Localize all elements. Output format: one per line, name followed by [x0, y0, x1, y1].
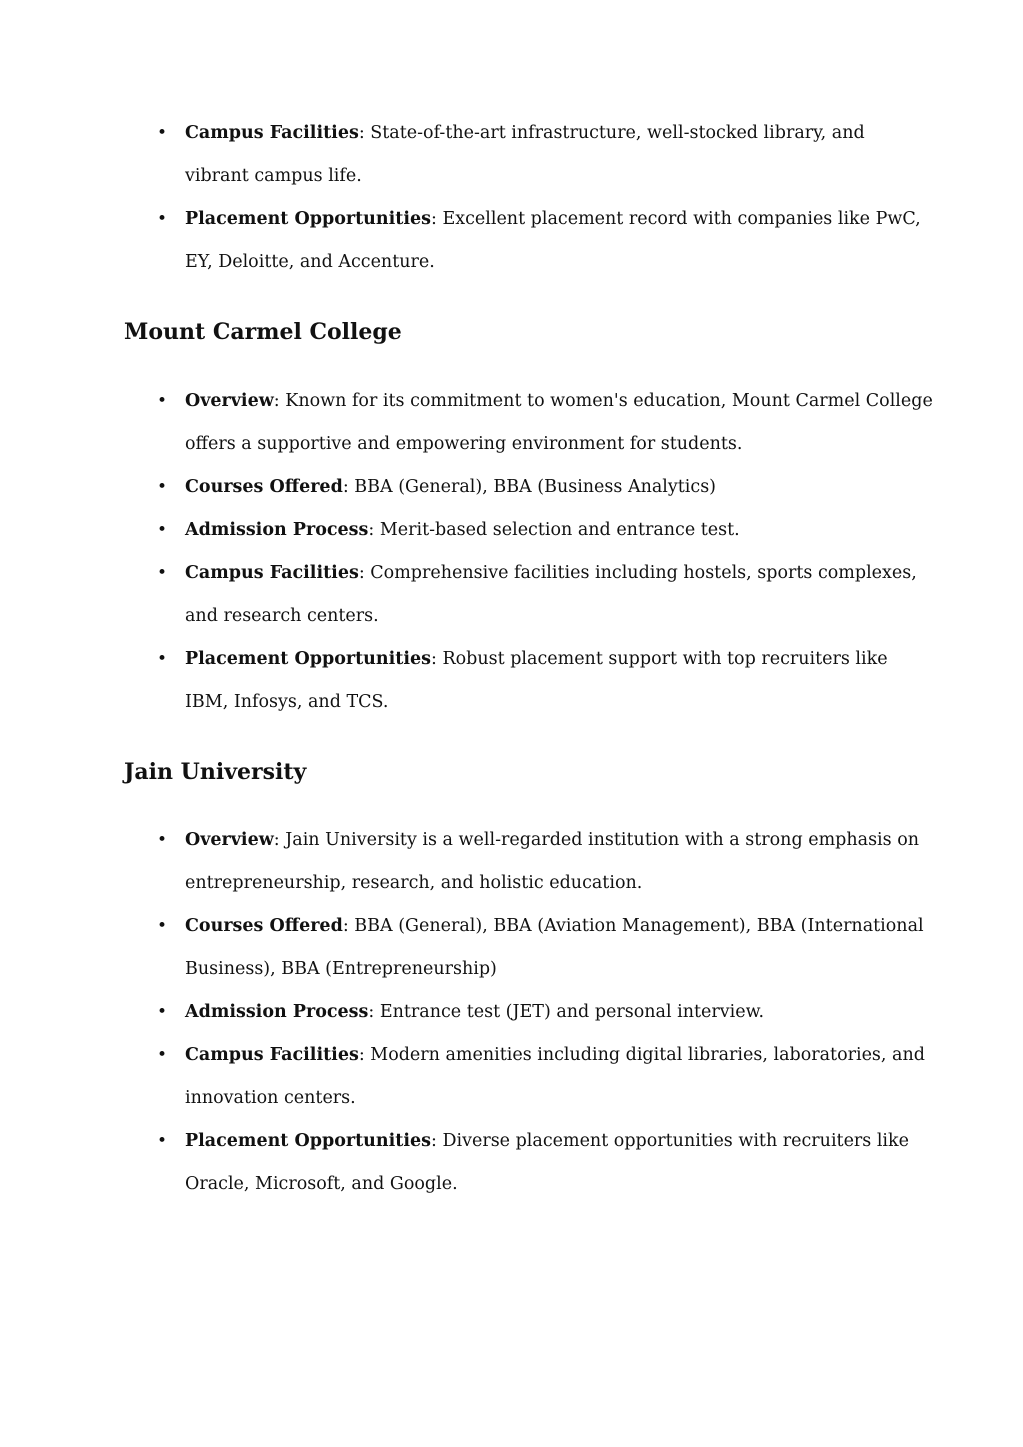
- item-text: : Diverse placement opportunities with recruiters like: [431, 1131, 909, 1151]
- bullet-icon: •: [157, 916, 168, 936]
- bullet-icon: •: [157, 1131, 168, 1151]
- item-text: : Modern amenities including digital libraries, laboratories, and: [358, 1045, 925, 1065]
- bullet-icon: •: [157, 209, 168, 229]
- item-text-continued: and research centers.: [185, 606, 379, 626]
- bullet-icon: •: [157, 1045, 168, 1065]
- bullet-icon: •: [157, 649, 168, 669]
- top-bullet-list: [0, 112, 921, 284]
- list-item: [157, 380, 933, 466]
- jain-bullet-list: [0, 819, 925, 1206]
- item-text-continued: Business), BBA (Entrepreneurship): [185, 959, 497, 979]
- bullet-icon: •: [157, 830, 168, 850]
- item-label: Admission Process: [185, 520, 369, 540]
- item-text-continued: vibrant campus life.: [185, 166, 362, 186]
- list-item: [157, 552, 917, 638]
- item-label: Admission Process: [185, 1002, 369, 1022]
- item-text: : Merit-based selection and entrance test.: [368, 520, 740, 540]
- item-text: : Jain University is a well-regarded institution with a strong emphasis on: [273, 830, 919, 850]
- item-text-continued: innovation centers.: [185, 1088, 356, 1108]
- bullet-icon: •: [157, 477, 168, 497]
- list-item: [157, 198, 921, 284]
- item-text: : Known for its commitment to women's education, Mount Carmel College: [273, 391, 933, 411]
- item-label: Placement Opportunities: [185, 649, 431, 669]
- item-text-continued: offers a supportive and empowering environment for students.: [185, 434, 743, 454]
- list-item: [157, 1120, 909, 1206]
- item-text: : Excellent placement record with companies like PwC,: [431, 209, 921, 229]
- item-label: Placement Opportunities: [185, 1131, 431, 1151]
- item-label: Placement Opportunities: [185, 209, 431, 229]
- bullet-icon: •: [157, 123, 168, 143]
- bullet-icon: •: [157, 1002, 168, 1022]
- item-label: Campus Facilities: [185, 1045, 359, 1065]
- item-label: Campus Facilities: [185, 563, 359, 583]
- item-label: Courses Offered: [185, 916, 343, 936]
- item-label: Courses Offered: [185, 477, 343, 497]
- item-text-continued: entrepreneurship, research, and holistic education.: [185, 873, 643, 893]
- bullet-icon: •: [157, 391, 168, 411]
- list-item: [157, 1034, 925, 1120]
- list-item: [157, 819, 919, 905]
- bullet-icon: •: [157, 563, 168, 583]
- item-text: : Robust placement support with top recruiters like: [431, 649, 888, 669]
- list-item: [157, 991, 905, 1034]
- item-label: Overview: [185, 391, 274, 411]
- item-label: Overview: [185, 830, 274, 850]
- item-label: Campus Facilities: [185, 123, 359, 143]
- item-text-continued: Oracle, Microsoft, and Google.: [185, 1174, 458, 1194]
- item-text: : State-of-the-art infrastructure, well-stocked library, and: [358, 123, 865, 143]
- mount-carmel-bullet-list: [0, 380, 933, 724]
- item-text: : BBA (General), BBA (Business Analytics): [342, 477, 717, 497]
- list-item: [157, 638, 905, 724]
- section-heading-jain-university: Jain University: [124, 759, 307, 785]
- bullet-icon: •: [157, 520, 168, 540]
- item-text: : Entrance test (JET) and personal interview.: [368, 1002, 765, 1022]
- list-item: [157, 112, 905, 198]
- section-heading-mount-carmel: Mount Carmel College: [124, 319, 402, 345]
- item-text-continued: EY, Deloitte, and Accenture.: [185, 252, 435, 272]
- item-text: : BBA (General), BBA (Aviation Management), BBA (International: [342, 916, 924, 936]
- item-text-continued: IBM, Infosys, and TCS.: [185, 692, 389, 712]
- list-item: [157, 905, 924, 991]
- list-item: [157, 509, 905, 552]
- list-item: [157, 466, 905, 509]
- item-text: : Comprehensive facilities including hostels, sports complexes,: [358, 563, 917, 583]
